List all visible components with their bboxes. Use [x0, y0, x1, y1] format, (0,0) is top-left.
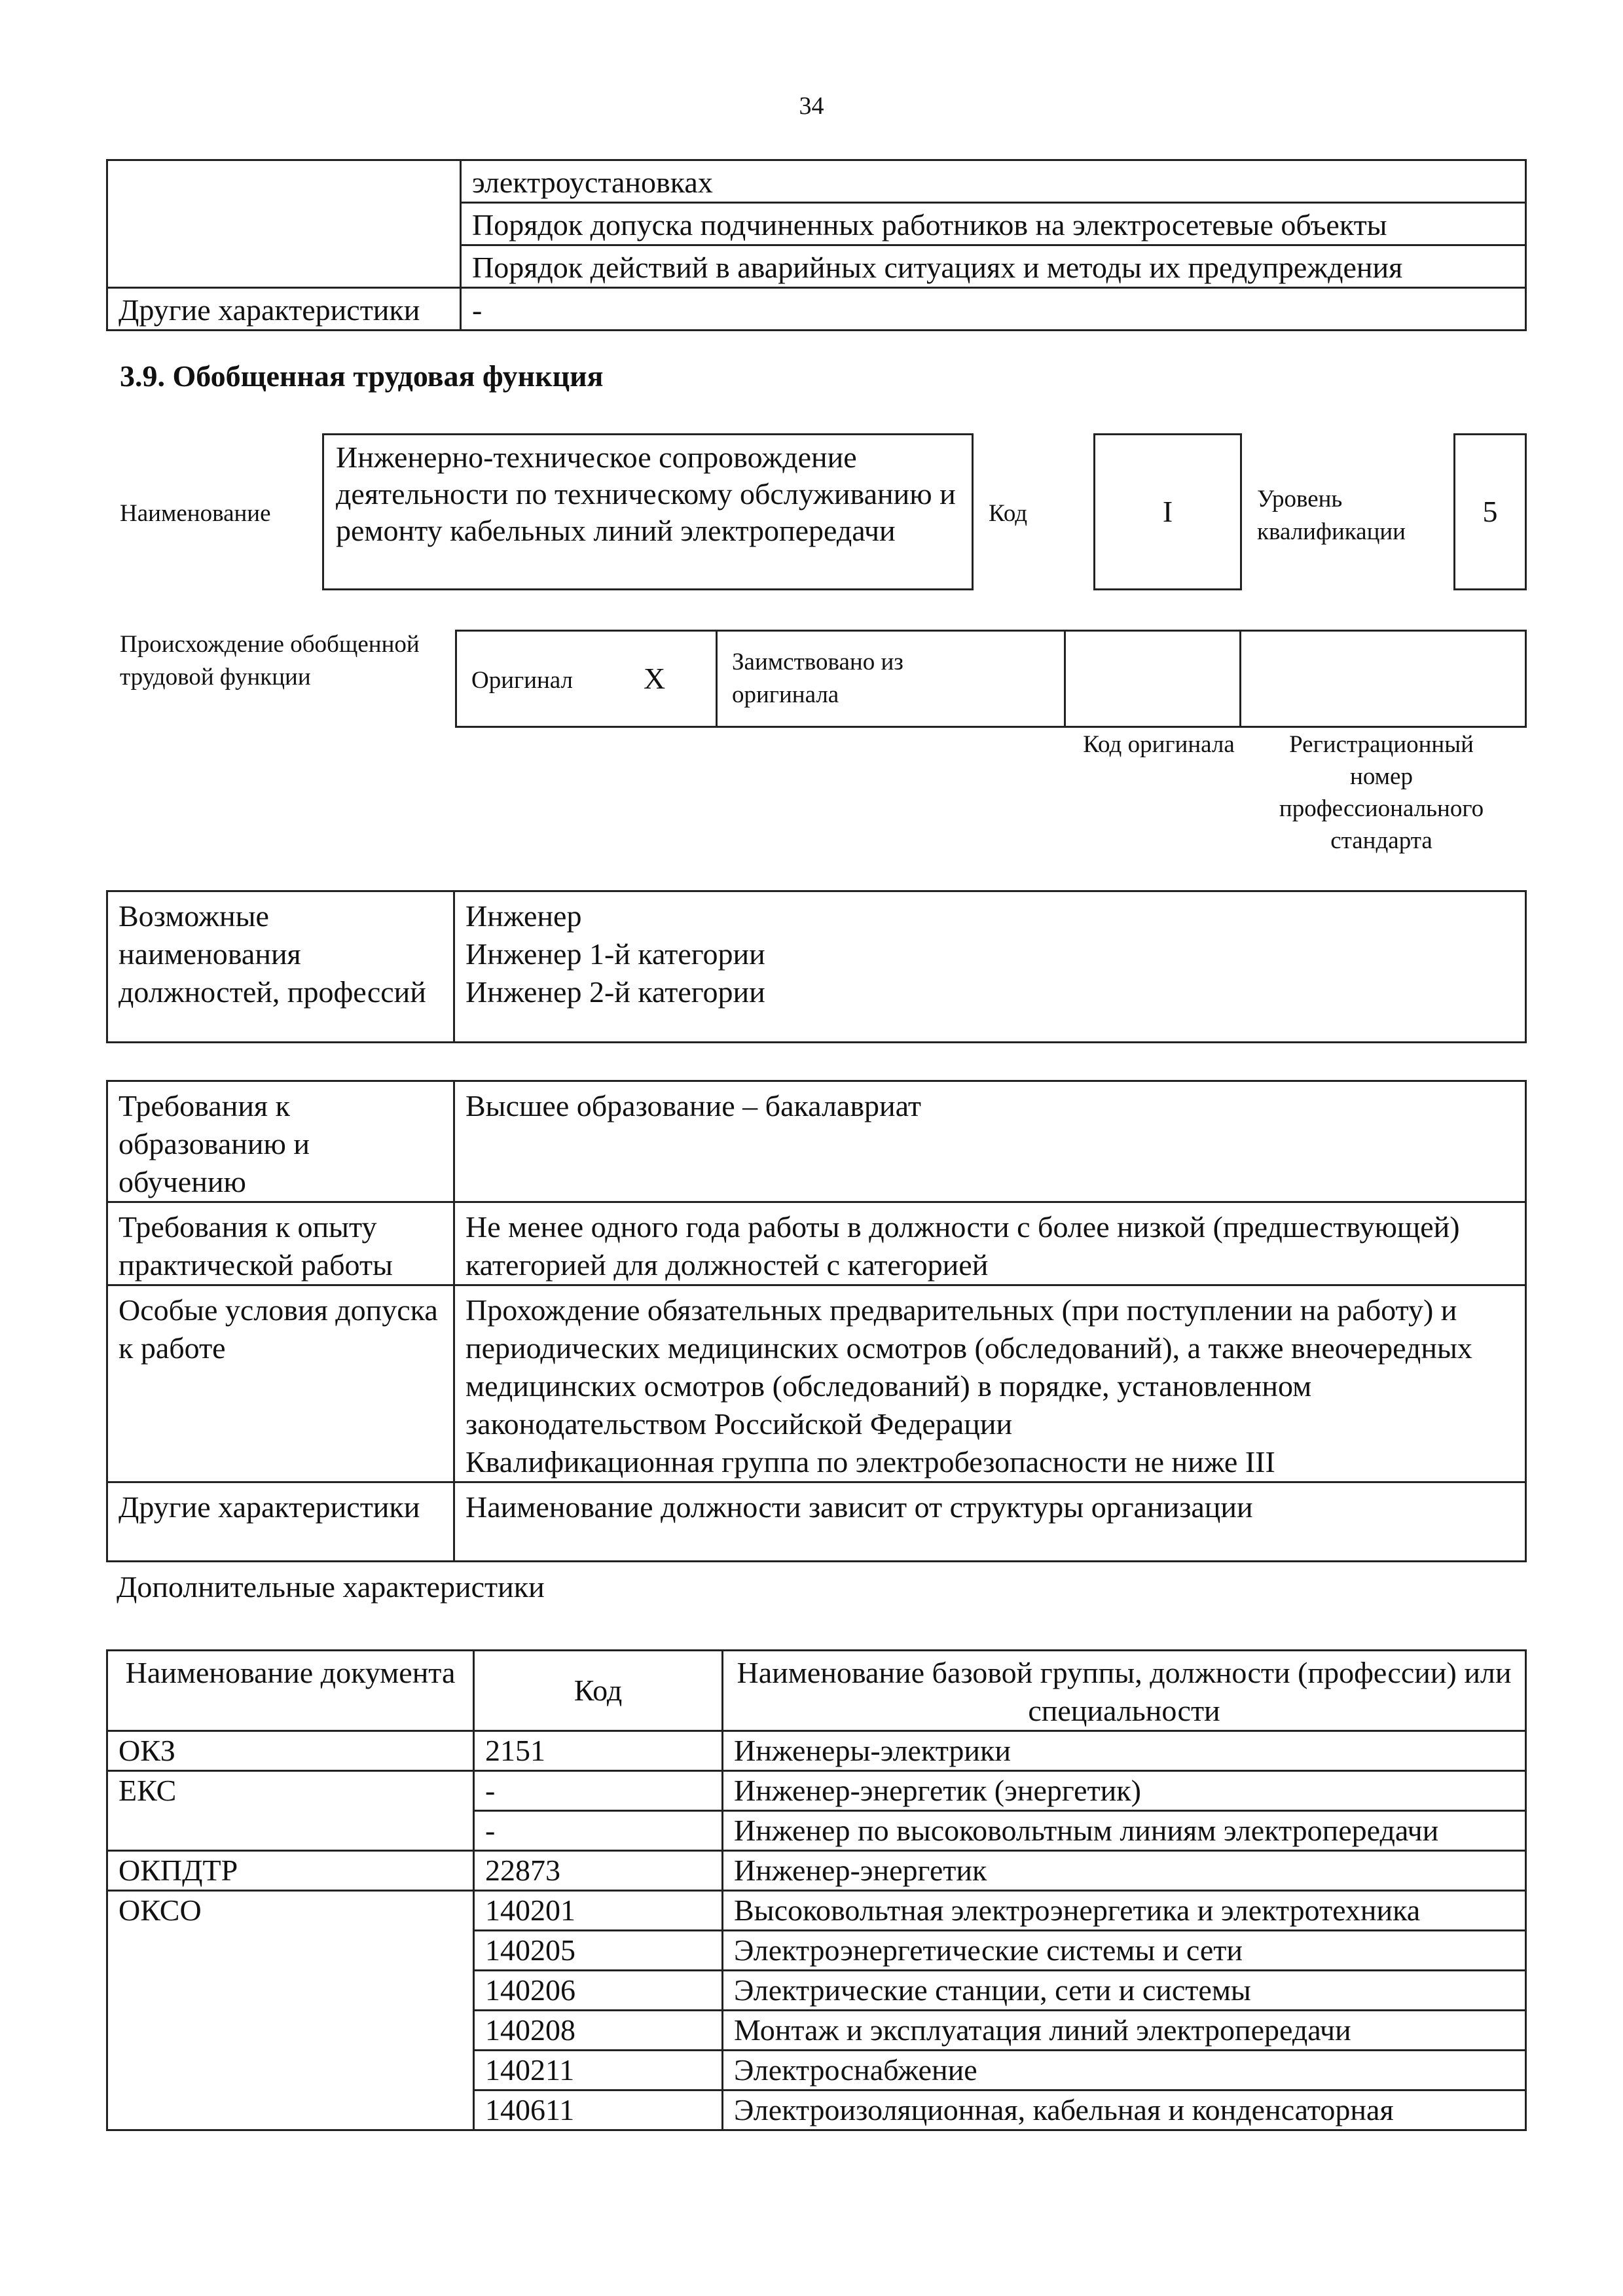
column-header: Наименование базовой группы, должности (профессии) или специальности [723, 1651, 1526, 1731]
reg-number-caption: Регистрационный номер профессионального стандарта [1279, 731, 1484, 854]
divider [716, 632, 718, 726]
table-row [107, 1731, 1526, 1771]
table-row [107, 1482, 1526, 1562]
requirements-table [106, 1080, 1527, 1562]
table-cell: 140206 [474, 1971, 723, 2011]
table-cell [107, 160, 461, 288]
section-title: 3.9. Обобщенная трудовая функция [120, 359, 604, 393]
table-cell [454, 1285, 1526, 1482]
table-cell: Высоковольтная электроэнергетика и электротехника [723, 1891, 1526, 1931]
table-cell: Инженер-энергетик (энергетик) [723, 1771, 1526, 1811]
origin-box [455, 630, 1527, 728]
table-cell: Требования к опыту практической работы [107, 1202, 454, 1285]
additional-title: Дополнительные характеристики [117, 1570, 545, 1604]
table-row [107, 1891, 1526, 1931]
table-cell: электроустановках [461, 160, 1526, 203]
borrowed-label: Заимствовано из оригинала [732, 649, 903, 708]
position-item: Инженер 1-й категории [465, 937, 765, 971]
level-value: 5 [1453, 433, 1527, 590]
top-table [106, 159, 1527, 331]
requirement-text: Прохождение обязательных предварительных (при поступлении на работу) и периодических медицинских осмотров (обследований), а также внеочередных медицинских осмотров (обследований) в порядке, установленном законодательством Российской Федерации [465, 1293, 1472, 1441]
table-row [107, 1202, 1526, 1285]
origin-label: Происхождение обобщенной трудовой функции [120, 631, 420, 691]
code-value: I [1093, 433, 1242, 590]
table-cell: 140208 [474, 2011, 723, 2051]
table-cell: - [474, 1771, 723, 1811]
table-row [107, 1851, 1526, 1891]
table-cell: Другие характеристики [107, 288, 461, 331]
table-cell: Электроснабжение [723, 2051, 1526, 2090]
page-number: 34 [799, 92, 824, 120]
table-row [107, 288, 1526, 331]
table-cell: Инженер-энергетик [723, 1851, 1526, 1891]
table-cell: Особые условия допуска к работе [107, 1285, 454, 1482]
table-cell: Электроэнергетические системы и сети [723, 1931, 1526, 1971]
table-cell: 140211 [474, 2051, 723, 2090]
level-label: Уровень квалификации [1257, 486, 1406, 545]
column-header: Код [474, 1651, 723, 1731]
divider [1239, 632, 1241, 726]
name-value-box [322, 433, 974, 590]
table-cell: Наименование должности зависит от структуры организации [454, 1482, 1526, 1562]
original-label: Оригинал [471, 667, 574, 694]
table-cell: Инженеры-электрики [723, 1731, 1526, 1771]
table-cell: Высшее образование – бакалавриат [454, 1081, 1526, 1202]
table-row [107, 1771, 1526, 1811]
requirement-text: Квалификационная группа по электробезопасности не ниже III [465, 1445, 1275, 1479]
table-cell: ОКПДТР [107, 1851, 474, 1891]
code-original-caption: Код оригинала [1083, 731, 1235, 758]
table-row [107, 1651, 1526, 1731]
original-mark: X [644, 662, 666, 695]
table-cell: - [461, 288, 1526, 331]
code-label: Код [989, 500, 1028, 527]
table-cell: - [474, 1811, 723, 1851]
additional-table [106, 1649, 1527, 2131]
positions-table [106, 890, 1527, 1043]
table-cell: ЕКС [107, 1771, 474, 1851]
table-cell [454, 891, 1526, 1043]
column-header: Наименование документа [107, 1651, 474, 1731]
table-row [107, 160, 1526, 203]
table-row [107, 891, 1526, 1043]
table-cell: 140201 [474, 1891, 723, 1931]
table-cell: 2151 [474, 1731, 723, 1771]
name-label: Наименование [120, 500, 271, 527]
divider [1064, 632, 1066, 726]
table-cell: Инженер по высоковольтным линиям электропередачи [723, 1811, 1526, 1851]
table-cell: Монтаж и эксплуатация линий электропередачи [723, 2011, 1526, 2051]
table-cell: Требования к образованию и обучению [107, 1081, 454, 1202]
table-cell: 140611 [474, 2090, 723, 2130]
table-cell: Возможные наименования должностей, профессий [107, 891, 454, 1043]
table-cell: ОКЗ [107, 1731, 474, 1771]
table-row [107, 1285, 1526, 1482]
table-cell: Порядок допуска подчиненных работников на электросетевые объекты [461, 203, 1526, 245]
table-cell: Электрические станции, сети и системы [723, 1971, 1526, 2011]
table-cell: Порядок действий в аварийных ситуациях и методы их предупреждения [461, 245, 1526, 288]
position-item: Инженер [465, 899, 582, 933]
position-item: Инженер 2-й категории [465, 975, 765, 1009]
table-cell: ОКСО [107, 1891, 474, 2130]
name-value: Инженерно-техническое сопровождение деятельности по техническому обслуживанию и ремонту кабельных линий электропередачи [336, 440, 956, 547]
table-row [107, 1081, 1526, 1202]
table-cell: Не менее одного года работы в должности с более низкой (предшествующей) категорией для должностей с категорией [454, 1202, 1526, 1285]
table-cell: 22873 [474, 1851, 723, 1891]
table-cell: Другие характеристики [107, 1482, 454, 1562]
table-cell: Электроизоляционная, кабельная и конденсаторная [723, 2090, 1526, 2130]
table-cell: 140205 [474, 1931, 723, 1971]
